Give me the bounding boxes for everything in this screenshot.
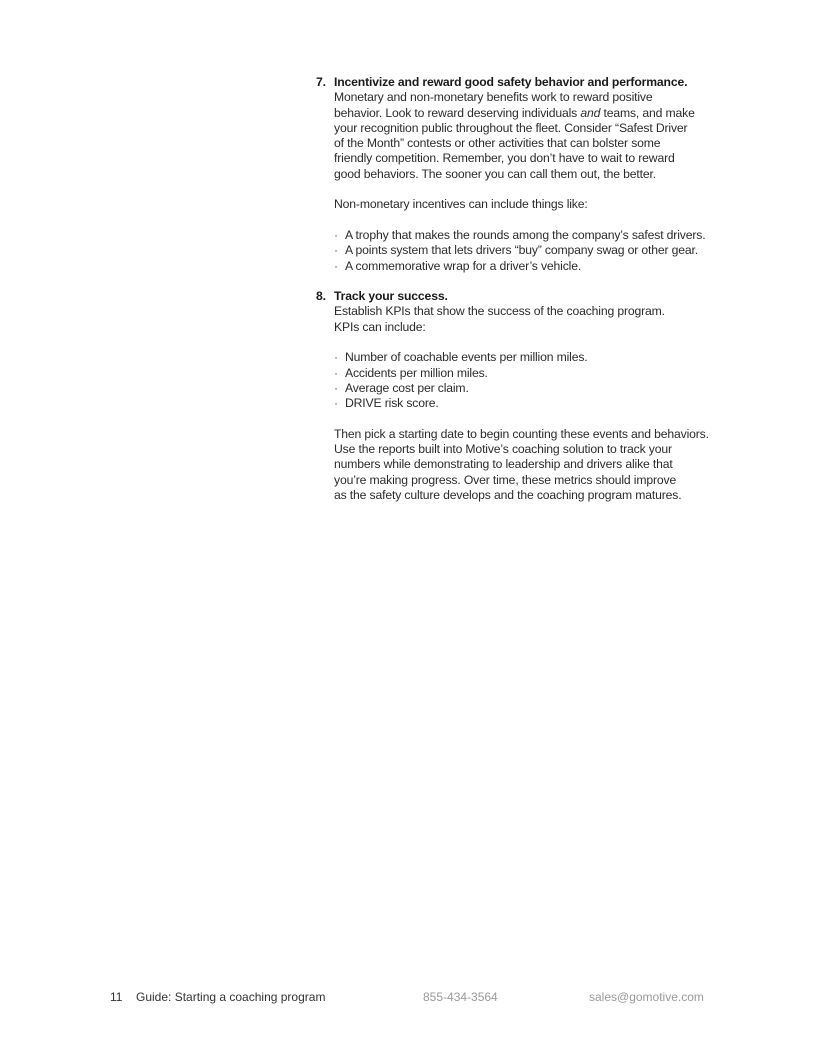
incentives-list: [334, 228, 716, 274]
bullet-icon: ·: [334, 380, 338, 395]
bullet-icon: ·: [334, 365, 338, 380]
item-heading: Incentivize and reward good safety behavior and performance.: [334, 75, 688, 89]
bullet-text: A trophy that makes the rounds among the company’s safest drivers.: [345, 227, 706, 242]
bullet-icon: ·: [334, 243, 338, 258]
document-body: [316, 75, 716, 503]
list-item-8: [316, 289, 716, 503]
bullet-icon: ·: [334, 396, 338, 411]
bullet-icon: ·: [334, 350, 338, 365]
bullet-text: A points system that lets drivers “buy” company swag or other gear.: [345, 243, 699, 258]
paragraph-line: as the safety culture develops and the coaching program matures.: [334, 488, 682, 503]
bullet-item: [334, 243, 716, 258]
paragraph-line: Use the reports built into Motive’s coaching solution to track your: [334, 442, 672, 457]
paragraph-line: you’re making progress. Over time, these metrics should improve: [334, 472, 677, 487]
document-title: Guide: Starting a coaching program: [136, 990, 326, 1004]
paragraph-line: your recognition public throughout the fleet. Consider “Safest Driver: [334, 120, 688, 135]
bullet-text: Accidents per million miles.: [345, 365, 488, 380]
paragraph-line: numbers while demonstrating to leadership and drivers alike that: [334, 457, 673, 472]
emphasis-text: and: [580, 105, 601, 120]
item-heading: Track your success.: [334, 289, 448, 304]
bullet-text: Average cost per claim.: [345, 380, 469, 395]
page-footer: [0, 989, 816, 1005]
bullet-icon: ·: [334, 258, 338, 273]
kpi-list: [334, 350, 716, 411]
paragraph-line: friendly competition. Remember, you don’t have to wait to reward: [334, 151, 675, 166]
item-paragraph: [334, 90, 716, 182]
item-number: 8.: [316, 289, 326, 304]
paragraph-line: Then pick a starting date to begin counting these events and behaviors.: [334, 426, 709, 441]
item-number: 7.: [316, 75, 326, 89]
bullet-item: [334, 366, 716, 381]
bullet-item: [334, 259, 716, 274]
list-item-7: [316, 75, 716, 274]
text-run: behavior. Look to reward deserving individuals: [334, 105, 581, 120]
bullet-item: [334, 396, 716, 411]
page-number: 11: [110, 990, 123, 1004]
bullet-text: A commemorative wrap for a driver’s vehicle.: [345, 258, 582, 273]
paragraph-line: [334, 106, 716, 121]
bullet-item: [334, 350, 716, 365]
bullet-text: Number of coachable events per million miles.: [345, 350, 588, 365]
paragraph-line: of the Month” contests or other activities that can bolster some: [334, 136, 661, 151]
bullet-icon: ·: [334, 227, 338, 242]
phone-number: 855-434-3564: [423, 990, 498, 1004]
email-address: sales@gomotive.com: [589, 990, 704, 1004]
paragraph-line: Establish KPIs that show the success of the coaching program.: [334, 304, 665, 319]
bullet-item: [334, 228, 716, 243]
text-run: teams, and make: [600, 105, 695, 120]
bullet-item: [334, 381, 716, 396]
paragraph-line: good behaviors. The sooner you can call them out, the better.: [334, 166, 656, 181]
item-paragraph: [334, 304, 716, 335]
paragraph-line: KPIs can include:: [334, 319, 426, 334]
paragraph-line: Monetary and non-monetary benefits work to reward positive: [334, 90, 653, 105]
incentives-intro: Non-monetary incentives can include things like:: [334, 197, 588, 212]
closing-paragraph: [334, 427, 716, 503]
bullet-text: DRIVE risk score.: [345, 396, 439, 411]
